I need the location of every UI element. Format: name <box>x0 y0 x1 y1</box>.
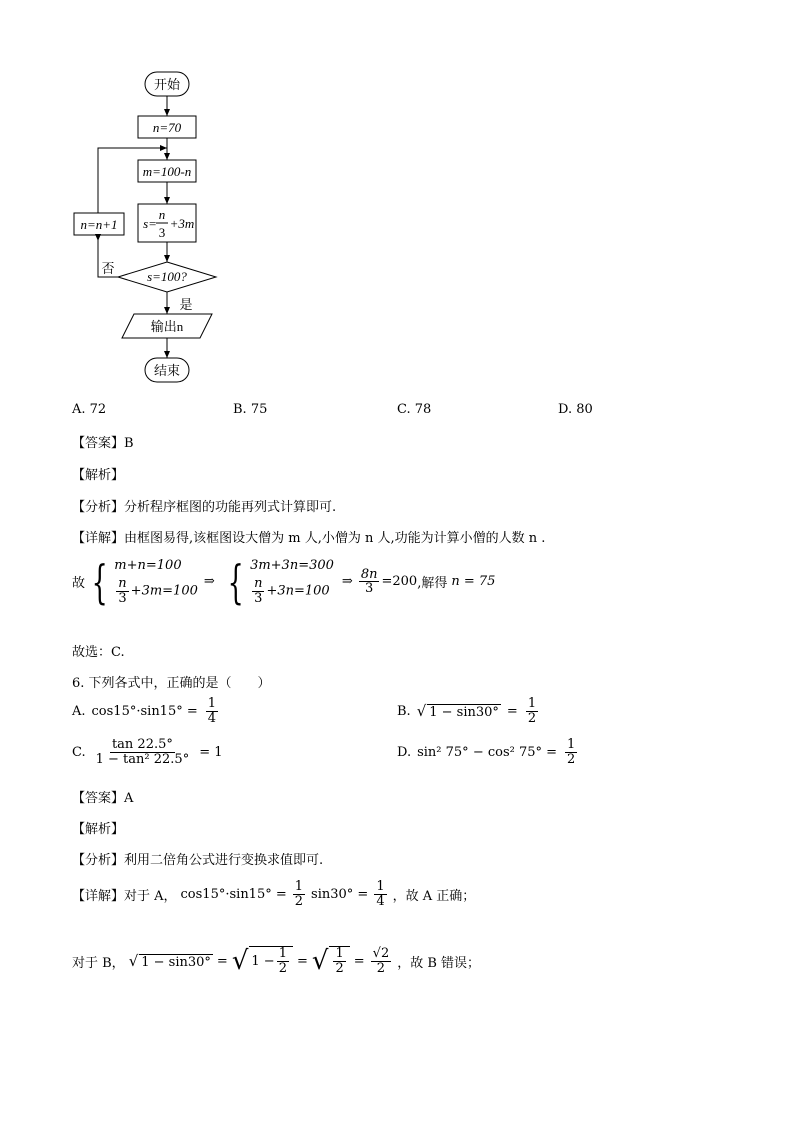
n-init-label: n=70 <box>152 120 182 135</box>
flowchart <box>60 62 240 392</box>
system1-eq1: m+n=100 <box>114 558 182 573</box>
q6-option-c-num: tan 22.5° <box>111 737 173 752</box>
q6-detail-mid: sin30° = <box>311 886 369 902</box>
system2-eq2: +3n=100 <box>266 583 330 599</box>
system1-eq2: +3m=100 <box>130 583 198 599</box>
q6-option-a-expr: cos15°·sin15° = <box>91 703 198 719</box>
radical-icon: √ <box>231 946 249 976</box>
sys2-frac-den: 3 <box>254 590 263 606</box>
q6-detail-quarter-num: 1 <box>376 879 385 894</box>
q6-detail-b <box>72 946 480 976</box>
q6-analysis-head: 【解析】 <box>72 822 125 837</box>
q6-option-a-label: A. <box>72 703 86 719</box>
result-frac-den: 3 <box>365 581 374 597</box>
left-brace-2: { <box>227 554 244 609</box>
q6-option-d-expr: sin² 75° − cos² 75° = <box>417 744 558 760</box>
sys2-frac-num: n <box>254 576 263 591</box>
s-den: 3 <box>158 225 166 240</box>
q6-b-suffix: ，故 B 错误； <box>397 955 481 971</box>
q6-option-a-den: 4 <box>207 710 217 726</box>
yes-label: 是 <box>179 297 193 312</box>
q5-option-a: A. 72 <box>72 402 107 417</box>
radical-icon: √ <box>416 702 427 721</box>
q6-detail-half-num: 1 <box>294 879 304 894</box>
q6-option-d <box>397 738 579 766</box>
q5-choose: 故选：C. <box>72 645 125 660</box>
left-brace-1: { <box>91 554 108 609</box>
q6-b-sqrt-half-num: 1 <box>335 946 344 962</box>
q6-option-b: B. √ 1 − sin30° = $\frac{1}{2}$ <box>397 696 537 726</box>
q6-answer: 【答案】A <box>72 791 134 806</box>
implies-arrow-2: ⇒ <box>341 574 353 590</box>
q6-option-d-label: D. <box>397 744 412 760</box>
q5-detail: 【详解】由框图易得,该框图设大僧为 m 人,小僧为 n 人,功能为计算小僧的人数 n . <box>72 531 546 546</box>
no-label: 否 <box>101 261 115 276</box>
q5-answer: 【答案】B <box>72 436 134 451</box>
s-tail: +3m <box>169 216 195 231</box>
m-expr-label: m=100-n <box>142 164 192 179</box>
q5-option-c: C. 78 <box>397 402 432 417</box>
s-label: s= <box>143 216 157 231</box>
q6-b-radicand: 1 − sin30° <box>141 955 211 970</box>
q6-b-half-den: 2 <box>278 961 287 976</box>
q6-option-c-den: 1 − tan² 22.5° <box>95 751 190 767</box>
q6-b-eq-3: = <box>353 953 365 969</box>
result-eq: =200 <box>381 574 418 590</box>
q6-option-b-den: 2 <box>527 710 537 726</box>
q6-option-d-num: 1 <box>567 737 576 752</box>
q6-detail-prefix: 【详解】对于 A， <box>72 888 177 904</box>
gu-label: 故 <box>72 576 86 592</box>
q6-b-final-num: √2 <box>372 945 390 961</box>
q6-option-c-label: C. <box>72 744 86 760</box>
q6-b-radicand2-pre: 1 − <box>251 954 275 969</box>
q6-b-prefix: 对于 B， <box>72 955 125 971</box>
sys1-frac-den: 3 <box>118 590 127 606</box>
q6-option-b-radicand: 1 − sin30° <box>429 705 499 721</box>
q6-b-sqrt-half-den: 2 <box>335 961 344 976</box>
jiede-label: ,解得 <box>417 576 448 592</box>
sys1-frac-num: n <box>118 576 127 591</box>
q6-detail-half-den: 2 <box>294 893 304 909</box>
q5-solution <box>72 554 496 609</box>
q5-analysis-head: 【解析】 <box>72 468 125 483</box>
q6-b-half-num: 1 <box>278 946 287 962</box>
q6-stem: 6. 下列各式中，正确的是（ ） <box>72 676 271 691</box>
q5-option-d: D. 80 <box>558 402 593 417</box>
system2-eq1: 3m+3n=300 <box>250 558 334 573</box>
result-value: n = 75 <box>451 574 496 590</box>
q6-detail-a <box>72 880 475 908</box>
q6-b-eq-1: = <box>216 953 228 969</box>
q6-b-eq-2: = <box>296 953 308 969</box>
q6-option-c <box>72 738 223 766</box>
radical-icon: √ <box>311 946 329 976</box>
q6-b-final-den: 2 <box>376 960 386 976</box>
q6-detail-expr: cos15°·sin15° = <box>180 886 287 902</box>
radical-icon: √ <box>128 952 139 970</box>
s-num: n <box>158 207 166 222</box>
q5-fenxi: 【分析】分析程序框图的功能再列式计算即可. <box>72 500 337 515</box>
q6-detail-quarter-den: 4 <box>376 893 385 909</box>
q6-detail-suffix: ，故 A 正确； <box>392 888 476 904</box>
q6-option-b-num: 1 <box>527 696 537 711</box>
end-label: 结束 <box>153 363 181 378</box>
q6-option-c-rhs: = 1 <box>199 744 223 760</box>
q6-option-a-num: 1 <box>207 696 217 711</box>
implies-arrow-1: ⇒ <box>203 574 215 590</box>
decision-label: s=100? <box>147 269 187 284</box>
n-inc-label: n=n+1 <box>80 217 118 232</box>
q6-option-b-label: B. <box>397 703 411 719</box>
output-label: 输出n <box>150 319 184 334</box>
q6-option-d-den: 2 <box>567 751 576 767</box>
result-frac-num: 8n <box>360 566 378 582</box>
q6-fenxi: 【分析】利用二倍角公式进行变换求值即可. <box>72 853 324 868</box>
q5-option-b: B. 75 <box>233 402 268 417</box>
q6-option-a <box>72 697 220 725</box>
start-label: 开始 <box>153 77 181 92</box>
